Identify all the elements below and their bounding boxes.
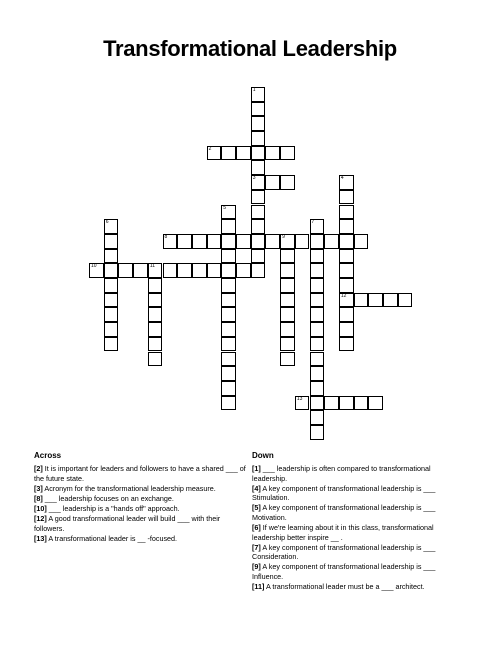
clue-number: 9 <box>282 233 285 240</box>
grid-cell[interactable] <box>221 322 236 337</box>
grid-cell[interactable] <box>163 234 178 249</box>
down-clue: [4] A key component of transformational leadership is ___ Stimulation. <box>252 483 436 503</box>
grid-cell[interactable] <box>310 381 325 396</box>
across-clue: [12] A good transformational leader will build ___ with their followers. <box>34 513 221 533</box>
clue-number: 8 <box>164 233 168 240</box>
grid-cell[interactable] <box>118 263 133 278</box>
grid-cell[interactable] <box>221 307 236 322</box>
across-clue: [10] ___ leadership is a "hands off" approach. <box>34 503 180 513</box>
grid-cell[interactable] <box>251 116 266 131</box>
grid-cell[interactable] <box>324 234 339 249</box>
grid-cell[interactable] <box>280 337 295 352</box>
grid-cell[interactable] <box>280 249 295 264</box>
down-clue-list <box>252 464 464 592</box>
down-clue: [5] A key component of transformational leadership is ___ Motivation. <box>252 503 436 522</box>
grid-cell[interactable] <box>251 87 266 102</box>
grid-cell[interactable] <box>104 337 119 352</box>
grid-cell[interactable] <box>192 263 207 278</box>
grid-cell[interactable] <box>104 263 119 278</box>
down-heading: Down <box>252 451 274 460</box>
across-clue: [13] A transformational leader is __ -focused. <box>34 533 178 543</box>
grid-cell[interactable] <box>339 249 354 264</box>
grid-cell[interactable] <box>221 337 236 352</box>
grid-cell[interactable] <box>339 337 354 352</box>
grid-cell[interactable] <box>104 293 119 308</box>
across-heading: Across <box>34 451 62 460</box>
grid-cell[interactable] <box>368 396 383 411</box>
clue-number: 6 <box>105 219 109 226</box>
down-clue: [1] ___ leadership is often compared to transformational leadership. <box>252 464 431 483</box>
grid-cell[interactable] <box>207 263 222 278</box>
grid-cell[interactable] <box>339 278 354 293</box>
down-clue: [7] A key component of transformational leadership is ___ Consideration. <box>252 542 436 562</box>
grid-cell[interactable] <box>148 293 163 308</box>
grid-cell[interactable] <box>192 234 207 249</box>
across-clue-list <box>34 464 246 544</box>
grid-cell[interactable] <box>310 366 325 381</box>
grid-cell[interactable] <box>310 410 325 425</box>
grid-cell[interactable] <box>339 322 354 337</box>
grid-cell[interactable] <box>339 175 354 190</box>
grid-cell[interactable] <box>236 263 251 278</box>
grid-cell[interactable] <box>251 175 266 190</box>
grid-cell[interactable] <box>280 322 295 337</box>
grid-cell[interactable] <box>251 190 266 205</box>
grid-cell[interactable] <box>310 293 325 308</box>
grid-cell[interactable] <box>280 234 295 249</box>
grid-cell[interactable] <box>310 352 325 367</box>
clue-number: 1 <box>252 86 256 93</box>
puzzle-title: Transformational Leadership <box>103 36 397 61</box>
grid-cell[interactable] <box>148 278 163 293</box>
grid-cell[interactable] <box>148 322 163 337</box>
grid-cell[interactable] <box>207 234 222 249</box>
grid-cell[interactable] <box>280 352 295 367</box>
down-clue: [6] If we're learning about it in this class, transformational leadership better inspire __ . <box>252 523 434 542</box>
clue-number: 13 <box>296 395 303 402</box>
grid-cell[interactable] <box>251 102 266 117</box>
clue-number: 2 <box>208 145 212 152</box>
grid-cell[interactable] <box>383 293 398 308</box>
grid-cell[interactable] <box>177 263 192 278</box>
clue-number: 3 <box>252 175 256 182</box>
grid-cell[interactable] <box>236 146 251 161</box>
grid-cell[interactable] <box>265 146 280 161</box>
grid-cell[interactable] <box>280 263 295 278</box>
grid-cell[interactable] <box>221 146 236 161</box>
down-clue: [9] A key component of transformational leadership is ___ Influence. <box>252 562 436 582</box>
clue-number: 4 <box>340 175 344 182</box>
grid-cell[interactable] <box>251 160 266 175</box>
grid-cell[interactable] <box>236 234 251 249</box>
grid-cell[interactable] <box>221 219 236 234</box>
grid-cell[interactable] <box>251 205 266 220</box>
grid-cell[interactable] <box>310 263 325 278</box>
grid-cell[interactable] <box>221 234 236 249</box>
grid-cell[interactable] <box>339 396 354 411</box>
grid-cell[interactable] <box>265 234 280 249</box>
grid-cell[interactable] <box>104 278 119 293</box>
grid-cell[interactable] <box>354 234 369 249</box>
grid-cell[interactable] <box>295 396 310 411</box>
grid-cell[interactable] <box>280 307 295 322</box>
grid-cell[interactable] <box>221 205 236 220</box>
grid-cell[interactable] <box>221 352 236 367</box>
grid-cell[interactable] <box>280 293 295 308</box>
grid-cell[interactable] <box>148 263 163 278</box>
grid-cell[interactable] <box>310 396 325 411</box>
grid-cell[interactable] <box>104 234 119 249</box>
down-clue: [11] A transformational leader must be a ___ architect. <box>252 582 425 592</box>
grid-cell[interactable] <box>339 234 354 249</box>
grid-cell[interactable] <box>310 307 325 322</box>
across-clue: [3] Acronym for the transformational leadership measure. <box>34 483 216 493</box>
grid-cell[interactable] <box>310 322 325 337</box>
grid-cell[interactable] <box>251 234 266 249</box>
grid-cell[interactable] <box>251 131 266 146</box>
grid-cell[interactable] <box>221 293 236 308</box>
grid-cell[interactable] <box>104 249 119 264</box>
grid-cell[interactable] <box>310 337 325 352</box>
grid-cell[interactable] <box>177 234 192 249</box>
grid-cell[interactable] <box>339 190 354 205</box>
clue-number: 11 <box>149 263 155 270</box>
clue-number: 12 <box>340 292 347 299</box>
clue-number: 10 <box>91 263 97 270</box>
grid-cell[interactable] <box>104 307 119 322</box>
grid-cell[interactable] <box>310 425 325 440</box>
across-clue: [8] ___ leadership focuses on an exchange. <box>34 493 174 503</box>
grid-cell[interactable] <box>148 337 163 352</box>
grid-cell[interactable] <box>221 278 236 293</box>
grid-cell[interactable] <box>339 263 354 278</box>
clue-number: 7 <box>311 219 315 226</box>
grid-cell[interactable] <box>310 234 325 249</box>
grid-cell[interactable] <box>104 219 119 234</box>
grid-cell[interactable] <box>354 293 369 308</box>
grid-cell[interactable] <box>324 396 339 411</box>
grid-cell[interactable] <box>339 293 354 308</box>
grid-cell[interactable] <box>221 249 236 264</box>
grid-cell[interactable] <box>221 263 236 278</box>
grid-cell[interactable] <box>221 396 236 411</box>
grid-cell[interactable] <box>148 307 163 322</box>
grid-cell[interactable] <box>368 293 383 308</box>
grid-cell[interactable] <box>339 205 354 220</box>
grid-cell[interactable] <box>207 146 222 161</box>
across-clue: [2] It is important for leaders and followers to have a shared ___ of the future state. <box>34 464 246 483</box>
grid-cell[interactable] <box>221 366 236 381</box>
grid-cell[interactable] <box>354 396 369 411</box>
grid-cell[interactable] <box>339 219 354 234</box>
grid-cell[interactable] <box>339 307 354 322</box>
grid-cell[interactable] <box>280 278 295 293</box>
grid-cell[interactable] <box>251 219 266 234</box>
grid-cell[interactable] <box>265 175 280 190</box>
grid-cell[interactable] <box>89 263 104 278</box>
grid-cell[interactable] <box>221 381 236 396</box>
clue-number: 5 <box>223 204 227 211</box>
grid-cell[interactable] <box>398 293 413 308</box>
grid-cell[interactable] <box>310 249 325 264</box>
grid-cell[interactable] <box>133 263 148 278</box>
grid-cell[interactable] <box>295 234 310 249</box>
grid-cell[interactable] <box>251 263 266 278</box>
grid-cell[interactable] <box>251 146 266 161</box>
grid-cell[interactable] <box>280 175 295 190</box>
grid-cell[interactable] <box>280 146 295 161</box>
grid-cell[interactable] <box>251 249 266 264</box>
grid-cell[interactable] <box>310 219 325 234</box>
grid-cell[interactable] <box>148 352 163 367</box>
grid-cell[interactable] <box>310 278 325 293</box>
grid-cell[interactable] <box>104 322 119 337</box>
grid-cell[interactable] <box>163 263 178 278</box>
